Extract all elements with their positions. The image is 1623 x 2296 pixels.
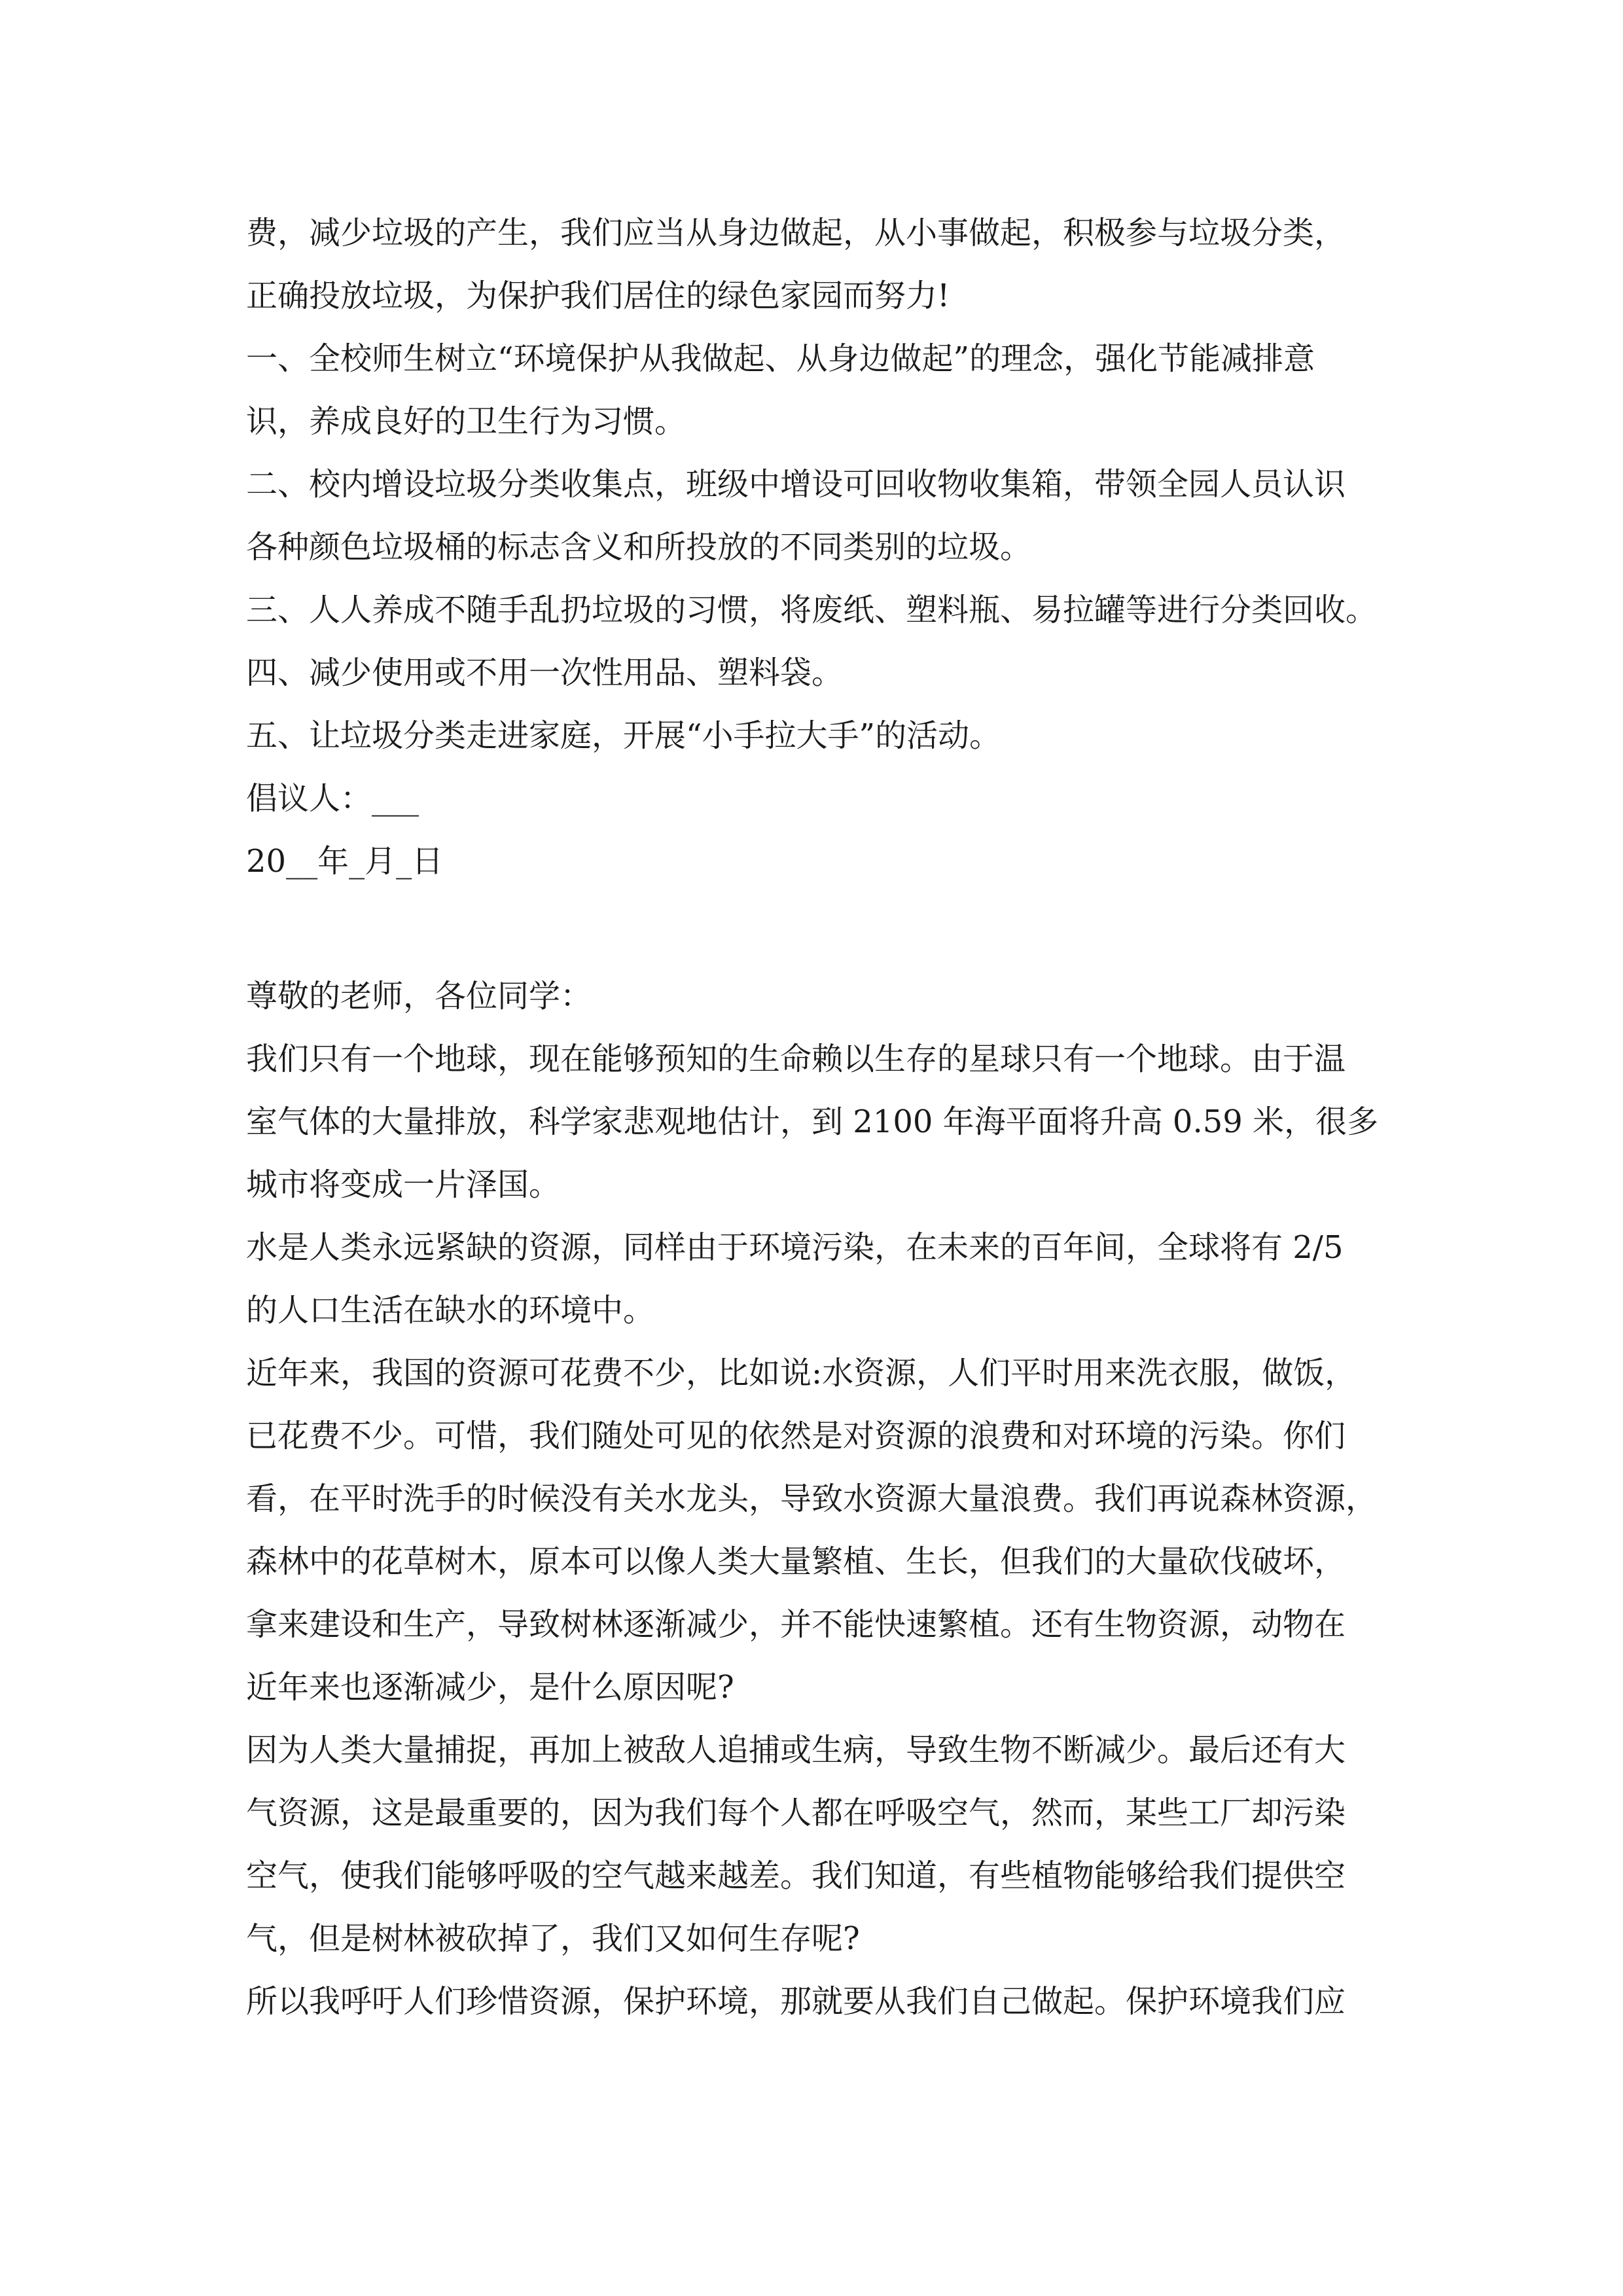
paragraph-line: 拿来建设和生产，导致树林逐渐减少，并不能快速繁植。还有生物资源，动物在: [246, 1606, 1346, 1643]
paragraph-line: 森林中的花草树木，原本可以像人类大量繁植、生长，但我们的大量砍伐破坏，: [246, 1543, 1346, 1580]
paragraph-line: 的人口生活在缺水的环境中。: [246, 1292, 655, 1329]
paragraph-line: 二、校内增设垃圾分类收集点，班级中增设可回收物收集箱，带领全园人员认识: [246, 466, 1346, 503]
paragraph-line: 正确投放垃圾，为保护我们居住的绿色家园而努力!: [246, 278, 950, 314]
paragraph-line: 各种颜色垃圾桶的标志含义和所投放的不同类别的垃圾。: [246, 529, 1032, 565]
paragraph-line: 识，养成良好的卫生行为习惯。: [246, 403, 687, 440]
paragraph-line: 一、全校师生树立“环境保护从我做起、从身边做起”的理念，强化节能减排意: [246, 340, 1315, 377]
paragraph-line: 五、让垃圾分类走进家庭，开展“小手拉大手”的活动。: [246, 717, 1001, 754]
paragraph-line: 三、人人养成不随手乱扔垃圾的习惯，将废纸、塑料瓶、易拉罐等进行分类回收。: [246, 592, 1378, 628]
paragraph-line: 城市将变成一片泽国。: [246, 1166, 561, 1203]
paragraph-line: 空气，使我们能够呼吸的空气越来越差。我们知道，有些植物能够给我们提供空: [246, 1857, 1346, 1894]
paragraph-line: 四、减少使用或不用一次性用品、塑料袋。: [246, 655, 844, 691]
paragraph-line: 气资源，这是最重要的，因为我们每个人都在呼吸空气，然而，某些工厂却污染: [246, 1795, 1346, 1831]
paragraph-line: 已花费不少。可惜，我们随处可见的依然是对资源的浪费和对环境的污染。你们: [246, 1418, 1346, 1454]
proposer-signature-line: 倡议人：___: [246, 780, 419, 817]
paragraph-line: 气，但是树林被砍掉了，我们又如何生存呢?: [246, 1920, 860, 1957]
paragraph-line: 近年来，我国的资源可花费不少，比如说:水资源，人们平时用来洗衣服，做饭，: [246, 1355, 1357, 1391]
salutation: 尊敬的老师，各位同学：: [246, 978, 592, 1014]
date-line: 20__年_月_日: [246, 843, 444, 880]
paragraph-line: 室气体的大量排放，科学家悲观地估计，到 2100 年海平面将升高 0.59 米，很多: [246, 1103, 1379, 1140]
paragraph-line: 所以我呼吁人们珍惜资源，保护环境，那就要从我们自己做起。保护环境我们应: [246, 1983, 1346, 2020]
paragraph-line: 费，减少垃圾的产生，我们应当从身边做起，从小事做起，积极参与垃圾分类，: [246, 215, 1346, 251]
paragraph-line: 我们只有一个地球，现在能够预知的生命赖以生存的星球只有一个地球。由于温: [246, 1041, 1346, 1077]
paragraph-line: 近年来也逐渐减少，是什么原因呢?: [246, 1669, 734, 1706]
paragraph-line: 水是人类永远紧缺的资源，同样由于环境污染，在未来的百年间，全球将有 2/5: [246, 1229, 1344, 1266]
paragraph-line: 因为人类大量捕捉，再加上被敌人追捕或生病，导致生物不断减少。最后还有大: [246, 1732, 1346, 1768]
paragraph-line: 看，在平时洗手的时候没有关水龙头，导致水资源大量浪费。我们再说森林资源，: [246, 1480, 1378, 1517]
